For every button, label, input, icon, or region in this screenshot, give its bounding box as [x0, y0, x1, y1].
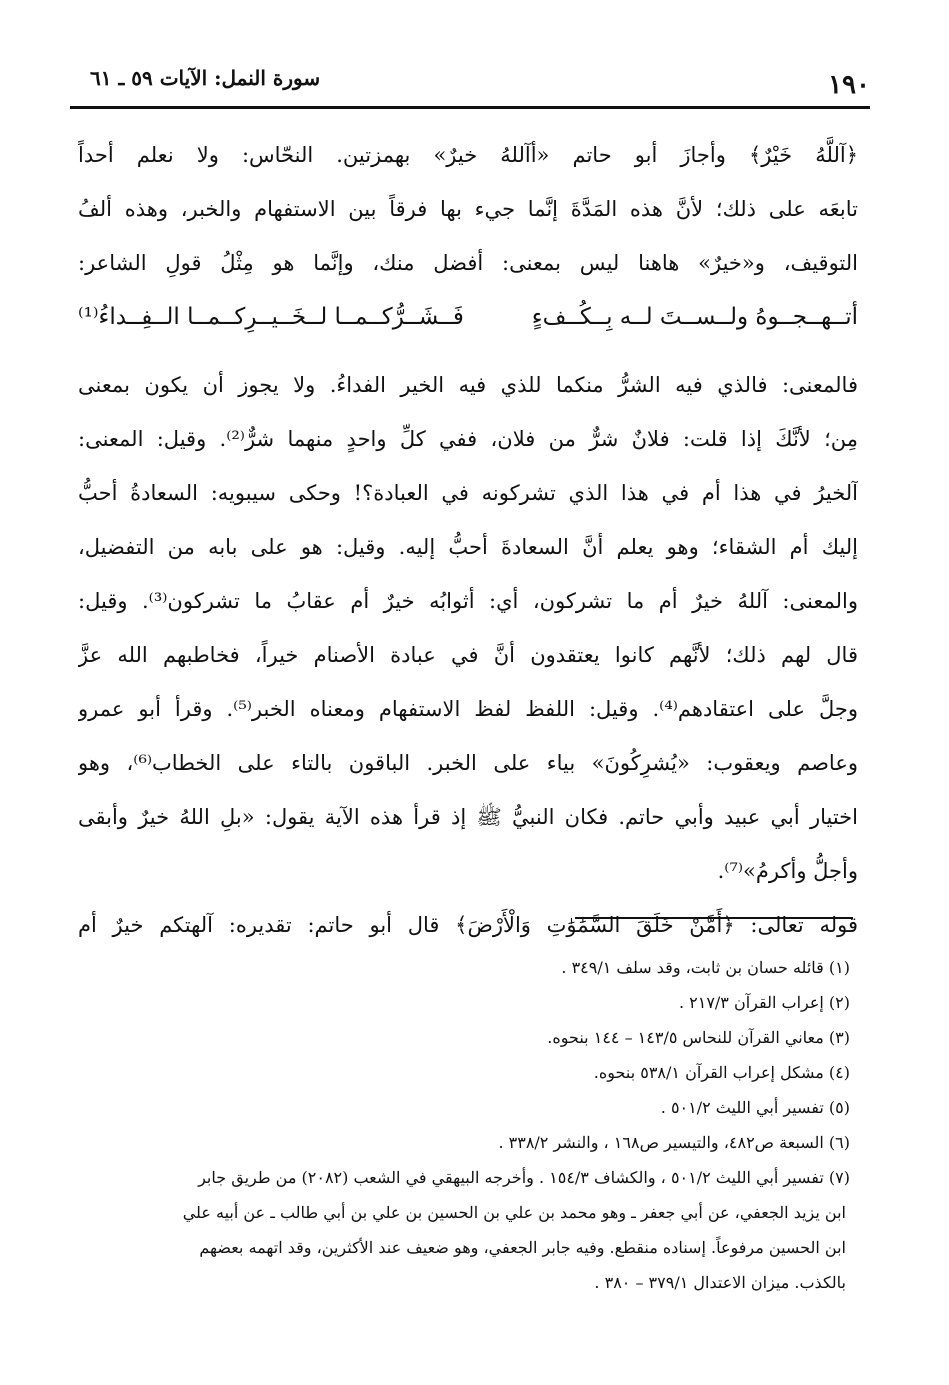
verse-second-hemistich: فَــشَــرُّكــمــا لــخَــيــرِكــمــا الــفِــداءُ⁽¹⁾ [78, 304, 464, 330]
page-number: ١٩٠ [828, 70, 870, 100]
text-line: والمعنى: آللهُ خيرٌ أم ما تشركون، أي: أثوابُه خيرٌ أم عقابُ ما تشركون⁽³⁾. وقيل: [78, 589, 858, 613]
footnote-7-continuation: ابن الحسين مرفوعاً. إسناده منقطع. وفيه جابر الجعفي، وهو ضعيف عند الأكثرين، وقد اتهمه بعضهم [199, 1238, 846, 1257]
footnote-separator [575, 917, 853, 919]
footnote-3: (٣) معاني القرآن للنحاس ١٤٣/٥ – ١٤٤ بنحوه. [547, 1028, 850, 1047]
paragraph-spacer [78, 344, 858, 358]
text-line: اختيار أبي عبيد وأبي حاتم. فكان النبيُّ ﷺ إذ قرأ هذه الآية يقول: «بلِ اللهُ خيرٌ وأبقى [78, 805, 858, 829]
text-line: التوقيف، و«خيرٌ» هاهنا ليس بمعنى: أفضل منك، وإنَّما هو مِثْلُ قولِ الشاعر: [78, 251, 858, 275]
running-title: سورة النمل: الآيات ٥٩ ـ ٦١ [90, 66, 321, 90]
verse-first-hemistich: أتــهــجــوهُ ولــســتَ لــه بِــكُــفءٍ [531, 304, 858, 330]
footnotes [70, 950, 850, 1300]
text-line: إليك أم الشقاء؛ وهو يعلم أنَّ السعادةَ أحبُّ إليه. وقيل: هو على بابه من التفضيل، [78, 535, 858, 559]
footnote-7: (٧) تفسير أبي الليث ٥٠١/٢ ، والكشاف ١٥٤/٣ . وأخرجه البيهقي في الشعب (٢٠٨٢) من طريق جابر [198, 1168, 850, 1187]
footnote-2: (٢) إعراب القرآن ٢١٧/٣ . [678, 993, 850, 1012]
text-line: آلخيرُ في هذا أم في هذا الذي تشركونه في العبادة؟! وحكى سيبويه: السعادةُ أحبُّ [78, 481, 858, 505]
footnote-7-continuation: ابن يزيد الجعفي، عن أبي جعفر ـ وهو محمد بن علي بن الحسين بن علي بن أبي طالب ـ عن أبيه علي [182, 1203, 846, 1222]
text-line: ﴿آللَّهُ خَيْرٌ﴾ وأجازَ أبو حاتم «أآللهُ خيرٌ» بهمزتين. النحّاس: ولا نعلم أحداً [78, 143, 858, 167]
text-line: تابعَه على ذلك؛ لأنَّ هذه المَدَّةَ إنَّما جيء بها فرقاً بين الاستفهام والخبر، وهذه ألفُ [78, 197, 858, 221]
poetry-verse [78, 290, 858, 344]
footnote-4: (٤) مشكل إعراب القرآن ٥٣٨/١ بنحوه. [593, 1063, 850, 1082]
footnote-7-continuation: بالكذب. ميزان الاعتدال ٣٧٩/١ – ٣٨٠ . [594, 1273, 846, 1292]
footnote-6: (٦) السبعة ص٤٨٢، والتيسير ص١٦٨ ، والنشر ٣٣٨/٢ . [498, 1133, 850, 1152]
text-line: وعاصم ويعقوب: «يُشرِكُونَ» بياء على الخبر. الباقون بالتاء على الخطاب⁽⁶⁾، وهو [78, 751, 858, 775]
text-line: فالمعنى: فالذي فيه الشرُّ منكما للذي فيه الخير الفداءُ. ولا يجوز أن يكون بمعنى [78, 373, 858, 397]
page-header [70, 60, 870, 109]
text-line: وجلَّ على اعتقادهم⁽⁴⁾. وقيل: اللفظ لفظ الاستفهام ومعناه الخبر⁽⁵⁾. وقرأ أبو عمرو [78, 697, 858, 721]
text-line: قال لهم ذلك؛ لأنَّهم كانوا يعتقدون أنَّ في عبادة الأصنام خيراً، فخاطبهم الله عزَّ [78, 643, 858, 667]
text-line: مِن؛ لأنَّكَ إذا قلت: فلانٌ شرٌّ من فلان، ففي كلِّ واحدٍ منهما شرٌّ⁽²⁾. وقيل: المعنى: [78, 427, 858, 451]
footnote-1: (١) قائله حسان بن ثابت، وقد سلف ٣٤٩/١ . [561, 958, 850, 977]
text-line: قوله تعالى: ﴿أَمَّنْ خَلَقَ السَّمَٰوَٰتِ وَالْأَرْضَ﴾ قال أبو حاتم: تقديره: آلهتكم خيرٌ أم [78, 913, 858, 937]
footnote-5: (٥) تفسير أبي الليث ٥٠١/٢ . [660, 1098, 850, 1117]
main-text [78, 128, 858, 952]
text-line-last: وأجلُّ وأكرمُ»⁽⁷⁾. [717, 859, 858, 883]
